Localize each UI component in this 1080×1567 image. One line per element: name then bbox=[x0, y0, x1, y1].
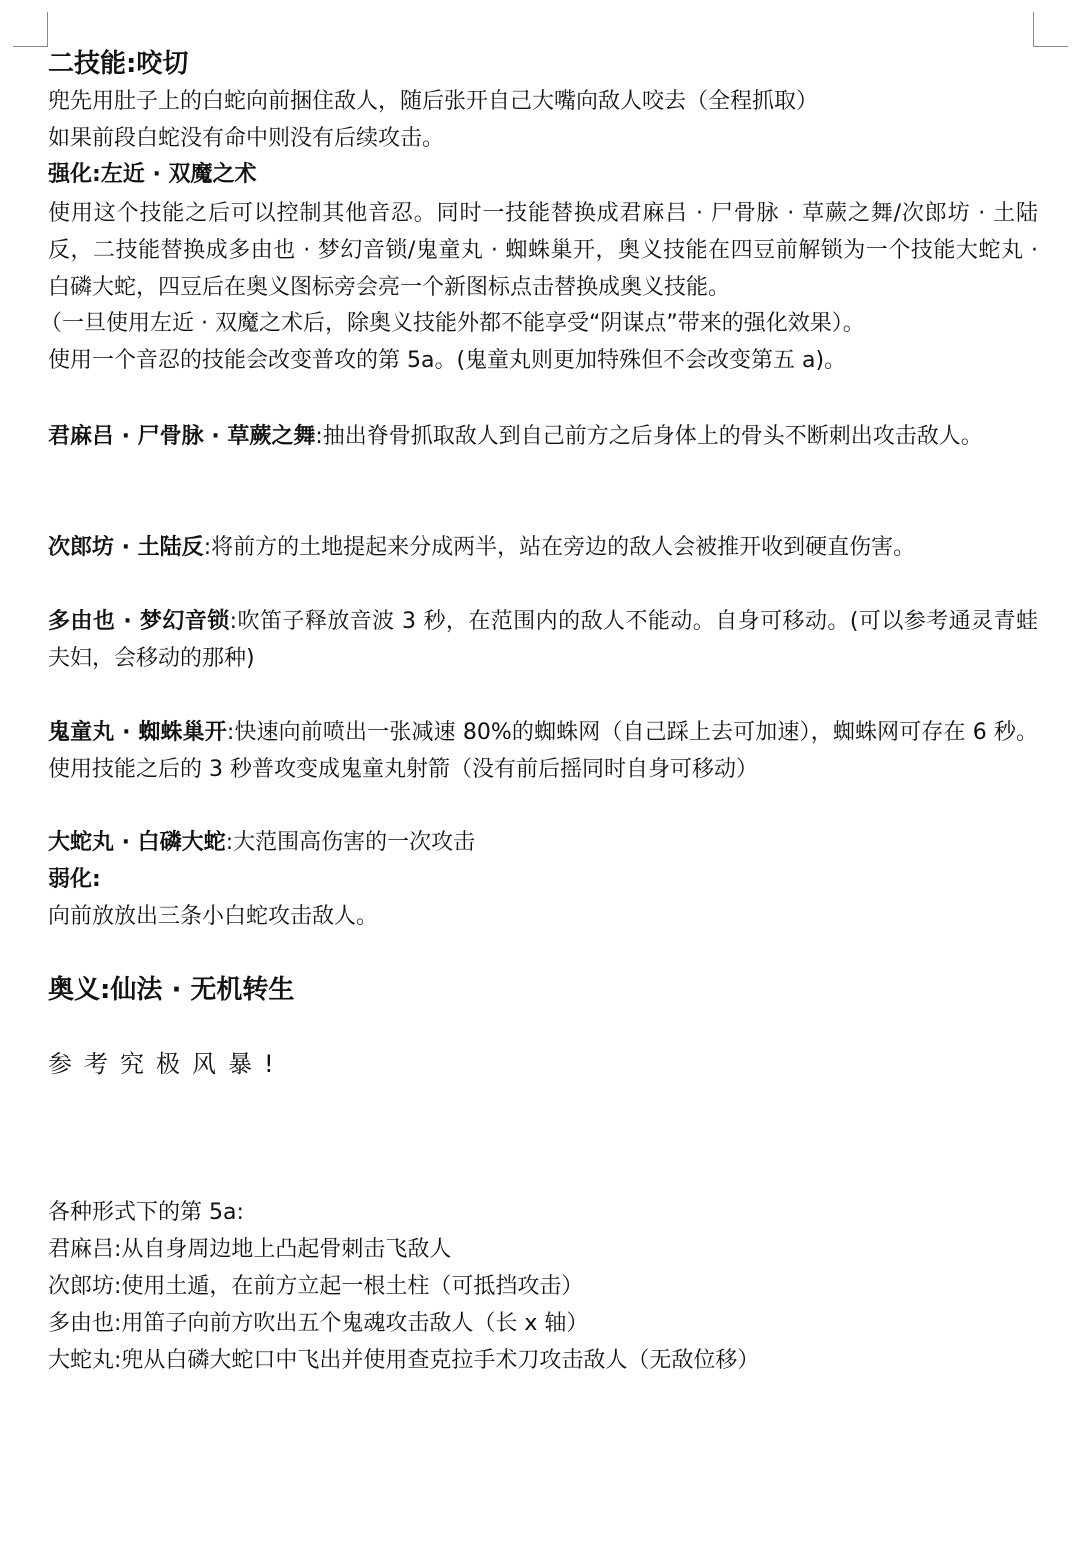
page-corner-mark-left bbox=[13, 12, 48, 47]
skill-entry-kimimaro bbox=[48, 418, 1038, 455]
skill2-desc-line1: 兜先用肚子上的白蛇向前捆住敌人，随后张开自己大嘴向敌人咬去（全程抓取） bbox=[48, 89, 819, 114]
ultimate-desc: 参考究极风暴! bbox=[48, 1050, 286, 1078]
skill-name: 多由也 · 梦幻音锁 bbox=[48, 609, 230, 634]
skill-desc: :抽出脊骨抓取敌人到自己前方之后身体上的骨头不断刺出攻击敌人。 bbox=[315, 424, 983, 449]
skill-desc: :快速向前喷出一张减速 80%的蜘蛛网（自己踩上去可加速），蜘蛛网可存在 6 秒。使用技能之后的 3 秒普攻变成鬼童丸射箭（没有前后摇同时自身可移动） bbox=[48, 720, 1038, 782]
weaken-title: 弱化: bbox=[48, 867, 101, 892]
enhance-note2: 使用一个音忍的技能会改变普攻的第 5a。(鬼童丸则更加特殊但不会改变第五 a)。 bbox=[48, 348, 847, 373]
fifth-attack-orochimaru: 大蛇丸:兜从白磷大蛇口中飞出并使用查克拉手术刀攻击敌人（无敌位移） bbox=[48, 1348, 760, 1373]
skill-entry-kidomaru bbox=[48, 714, 1038, 788]
skill-name: 次郎坊 · 土陆反 bbox=[48, 535, 204, 560]
weaken-desc: 向前放放出三条小白蛇攻击敌人。 bbox=[48, 904, 379, 929]
skill-name: 大蛇丸 · 白磷大蛇 bbox=[48, 830, 226, 855]
skill-name: 鬼童丸 · 蜘蛛巢开 bbox=[48, 720, 227, 745]
skill-entry-jirobo bbox=[48, 529, 1038, 566]
fifth-attack-jirobo: 次郎坊:使用土遁，在前方立起一根土柱（可抵挡攻击） bbox=[48, 1274, 584, 1299]
enhance-paragraph: 使用这个技能之后可以控制其他音忍。同时一技能替换成君麻吕 · 尸骨脉 · 草蕨之舞/次郎坊 · 土陆反，二技能替换成多由也 · 梦幻音锁/鬼童丸 · 蜘蛛巢开，奥义技能在四豆前解锁为一个技能大蛇丸 · 白磷大蛇，四豆后在奥义图标旁会亮一个新图标点击替换成奥义技能。 bbox=[48, 201, 1038, 300]
skill-entry-orochimaru bbox=[48, 825, 475, 861]
page-corner-mark-right bbox=[1033, 12, 1068, 47]
skill-desc: :吹笛子释放音波 3 秒，在范围内的敌人不能动。自身可移动。(可以参考通灵青蛙夫妇，会移动的那种) bbox=[48, 609, 1038, 671]
skill-entry-tayuya bbox=[48, 603, 1038, 677]
skill-name: 君麻吕 · 尸骨脉 · 草蕨之舞 bbox=[48, 424, 316, 449]
skill-desc: :将前方的土地提起来分成两半，站在旁边的敌人会被推开收到硬直伤害。 bbox=[203, 535, 916, 560]
skill2-title: 二技能:咬切 bbox=[48, 49, 189, 79]
fifth-attack-intro: 各种形式下的第 5a: bbox=[48, 1200, 244, 1225]
fifth-attack-tayuya: 多由也:用笛子向前方吹出五个鬼魂攻击敌人（长 x 轴） bbox=[48, 1311, 589, 1336]
enhance-title: 强化:左近 · 双魔之术 bbox=[48, 162, 257, 187]
ultimate-title: 奥义:仙法 · 无机转生 bbox=[48, 975, 295, 1005]
fifth-attack-kimimaro: 君麻吕:从自身周边地上凸起骨刺击飞敌人 bbox=[48, 1237, 452, 1262]
skill-desc: :大范围高伤害的一次攻击 bbox=[225, 830, 476, 855]
skill2-desc-line2: 如果前段白蛇没有命中则没有后续攻击。 bbox=[48, 126, 445, 151]
enhance-note: （一旦使用左近 · 双魔之术后，除奥义技能外都不能享受“阴谋点”带来的强化效果）。 bbox=[40, 311, 865, 336]
